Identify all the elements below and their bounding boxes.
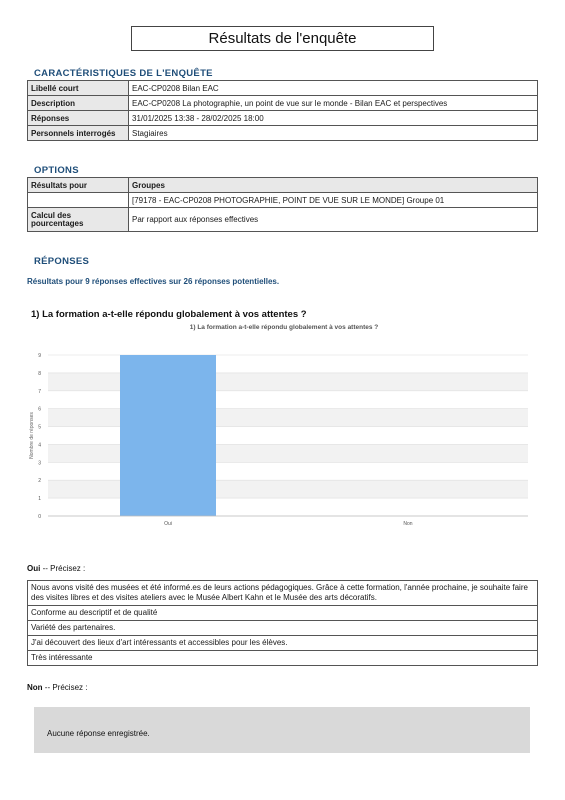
y-tick-label: 9 xyxy=(38,353,41,359)
groups-label: Groupes xyxy=(129,178,538,193)
table-row xyxy=(28,96,538,111)
table-row xyxy=(28,193,538,208)
page-title: Résultats de l'enquête xyxy=(131,26,434,51)
x-tick-label: Non xyxy=(403,521,413,527)
bar-chart xyxy=(24,320,544,532)
row-value: EAC-CP0208 Bilan EAC xyxy=(129,81,538,96)
row-key: Personnels interrogés xyxy=(28,126,129,141)
row-key: Libellé court xyxy=(28,81,129,96)
y-tick-label: 5 xyxy=(38,424,41,431)
row-key: Réponses xyxy=(28,111,129,126)
y-tick-label: 7 xyxy=(38,388,41,395)
table-row xyxy=(28,581,538,606)
y-tick-label: 3 xyxy=(38,460,41,467)
table-row xyxy=(28,636,538,651)
oui-answers-table xyxy=(27,580,538,666)
row-value: Stagiaires xyxy=(129,126,538,141)
y-tick-label: 6 xyxy=(38,406,41,413)
non-suffix: -- Précisez : xyxy=(42,683,88,692)
chart-svg xyxy=(24,320,544,532)
options-table xyxy=(27,177,538,232)
responses-heading: RÉPONSES xyxy=(34,256,90,267)
empty-cell xyxy=(28,193,129,208)
options-heading: OPTIONS xyxy=(34,165,79,176)
results-for-label: Résultats pour xyxy=(28,178,129,193)
chart-title: 1) La formation a-t-elle répondu globalement à vos attentes ? xyxy=(189,324,379,331)
table-row xyxy=(28,81,538,96)
non-label: Non xyxy=(27,683,43,692)
table-row xyxy=(28,126,538,141)
table-row xyxy=(28,606,538,621)
y-tick-label: 1 xyxy=(38,496,41,503)
non-precisez xyxy=(27,683,87,692)
table-row xyxy=(28,111,538,126)
answer-cell: Variété des partenaires. xyxy=(28,621,538,636)
calc-value: Par rapport aux réponses effectives xyxy=(129,208,538,232)
row-key: Description xyxy=(28,96,129,111)
table-row xyxy=(28,178,538,193)
y-axis-label: Nombre de réponses xyxy=(29,412,35,459)
answer-cell: Très intéressante xyxy=(28,651,538,666)
characteristics-table xyxy=(27,80,538,141)
oui-suffix: -- Précisez : xyxy=(40,564,86,573)
table-row xyxy=(28,208,538,232)
calc-label: Calcul des pourcentages xyxy=(28,208,129,232)
answer-cell: J'ai découvert des lieux d'art intéressants et accessibles pour les élèves. xyxy=(28,636,538,651)
group-value: [79178 - EAC-CP0208 PHOTOGRAPHIE, POINT DE VUE SUR LE MONDE] Groupe 01 xyxy=(129,193,538,208)
oui-precisez xyxy=(27,564,85,573)
y-tick-label: 2 xyxy=(38,478,41,485)
x-tick-label: Oui xyxy=(164,521,172,527)
question-label: 1) La formation a-t-elle répondu globalement à vos attentes ? xyxy=(31,309,307,320)
row-value: 31/01/2025 13:38 - 28/02/2025 18:00 xyxy=(129,111,538,126)
no-answer-box: Aucune réponse enregistrée. xyxy=(34,707,530,753)
y-tick-label: 8 xyxy=(38,370,41,377)
y-tick-label: 4 xyxy=(38,442,41,449)
characteristics-heading: CARACTÉRISTIQUES DE L'ENQUÊTE xyxy=(34,68,213,79)
bar-oui xyxy=(120,355,216,516)
answer-cell: Nous avons visité des musées et été informé.es de leurs actions pédagogiques. Grâce à cette formation, l'année prochaine, je souhaite faire des visites libres et des visites ateliers avec le Musée Albert Kahn et le Musée des arts décoratifs. xyxy=(28,581,538,606)
table-row xyxy=(28,651,538,666)
row-value: EAC-CP0208 La photographie, un point de vue sur le monde - Bilan EAC et perspectives xyxy=(129,96,538,111)
y-tick-label: 0 xyxy=(38,514,41,520)
oui-label: Oui xyxy=(27,564,41,573)
answer-cell: Conforme au descriptif et de qualité xyxy=(28,606,538,621)
table-row xyxy=(28,621,538,636)
responses-summary: Résultats pour 9 réponses effectives sur 26 réponses potentielles. xyxy=(27,277,280,286)
